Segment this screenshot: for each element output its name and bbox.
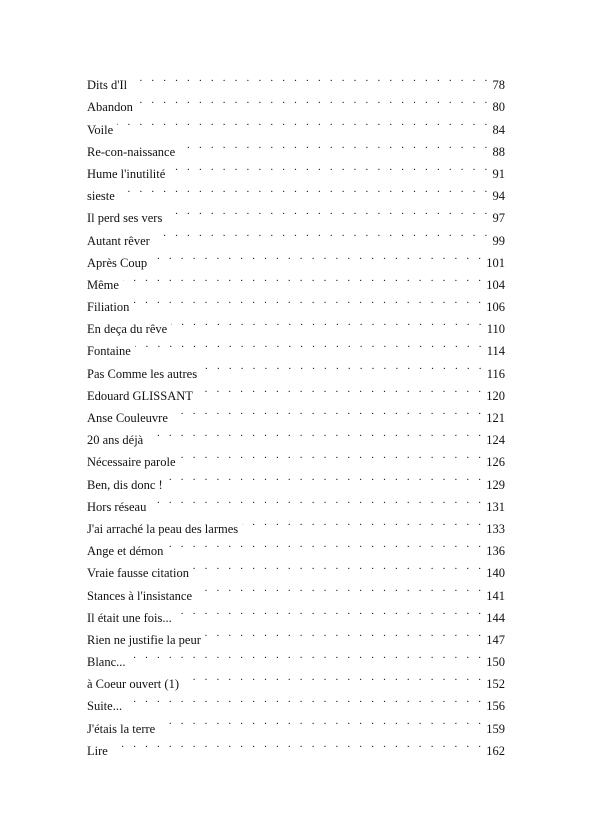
table-of-contents bbox=[87, 67, 505, 758]
toc-entry-page: 80 bbox=[492, 100, 505, 115]
toc-entry-page: 152 bbox=[486, 677, 505, 692]
dot-leader bbox=[126, 688, 484, 710]
toc-entry-page: 121 bbox=[486, 411, 505, 425]
dot-leader bbox=[150, 489, 484, 511]
dot-leader bbox=[166, 200, 490, 222]
toc-entry-title: Fontaine bbox=[87, 344, 131, 359]
toc-entry-page: 159 bbox=[486, 721, 505, 736]
toc-entry-page: 141 bbox=[486, 588, 505, 603]
toc-entry-page: 91 bbox=[492, 166, 505, 181]
toc-entry-page: 136 bbox=[486, 544, 505, 559]
toc-entry[interactable] bbox=[87, 111, 505, 137]
dot-leader bbox=[133, 289, 484, 311]
toc-entry-page: 94 bbox=[492, 189, 505, 204]
toc-entry-title: En deça du rêve bbox=[87, 322, 168, 337]
toc-entry-page: 116 bbox=[486, 366, 505, 381]
toc-entry-page: 120 bbox=[486, 388, 505, 403]
toc-entry[interactable] bbox=[87, 89, 505, 115]
toc-entry[interactable] bbox=[87, 733, 505, 758]
toc-entry-title: Edouard GLISSANT bbox=[87, 388, 193, 403]
toc-entry-title: Il perd ses vers bbox=[87, 211, 163, 226]
toc-entry-title: Abandon bbox=[87, 100, 133, 115]
toc-entry[interactable] bbox=[87, 688, 505, 714]
dot-leader bbox=[131, 67, 490, 89]
toc-entry-title: Rien ne justifie la peur bbox=[87, 632, 201, 647]
dot-leader bbox=[167, 533, 484, 555]
toc-entry-title: Suite... bbox=[87, 699, 123, 714]
toc-entry[interactable] bbox=[87, 489, 505, 514]
toc-entry-title: Hors réseau bbox=[87, 499, 147, 514]
dot-leader bbox=[135, 333, 485, 355]
dot-leader bbox=[172, 400, 484, 422]
toc-entry-title: sieste bbox=[87, 189, 115, 204]
dot-leader bbox=[180, 444, 485, 466]
dot-leader bbox=[169, 156, 490, 178]
toc-entry-page: 147 bbox=[486, 632, 505, 647]
toc-entry-page: 110 bbox=[486, 322, 505, 337]
toc-entry[interactable] bbox=[87, 311, 505, 337]
toc-entry-page: 150 bbox=[486, 655, 505, 670]
dot-leader bbox=[176, 600, 485, 622]
dot-leader bbox=[151, 245, 484, 267]
toc-entry-page: 114 bbox=[486, 344, 505, 359]
toc-entry-page: 99 bbox=[492, 233, 505, 248]
toc-entry-title: Il était une fois... bbox=[87, 610, 172, 625]
toc-entry[interactable] bbox=[87, 67, 505, 93]
dot-leader bbox=[137, 89, 491, 111]
toc-entry-page: 144 bbox=[486, 610, 505, 625]
toc-entry-title: 20 ans déjà bbox=[87, 433, 144, 448]
dot-leader bbox=[117, 111, 490, 133]
toc-entry[interactable] bbox=[87, 200, 505, 226]
toc-entry[interactable] bbox=[87, 444, 505, 470]
dot-leader bbox=[159, 710, 484, 732]
toc-entry-title: J'ai arraché la peau des larmes bbox=[87, 521, 239, 536]
toc-entry-page: 101 bbox=[486, 255, 505, 270]
dot-leader bbox=[197, 378, 484, 400]
toc-entry-page: 78 bbox=[492, 78, 505, 93]
toc-entry-title: Blanc... bbox=[87, 655, 126, 670]
toc-entry-page: 88 bbox=[492, 144, 505, 159]
toc-entry[interactable] bbox=[87, 333, 505, 359]
toc-entry-page: 97 bbox=[492, 211, 505, 226]
toc-entry-page: 106 bbox=[486, 300, 505, 315]
toc-entry-page: 84 bbox=[492, 122, 505, 137]
dot-leader bbox=[183, 666, 484, 688]
toc-entry-title: Pas Comme les autres bbox=[87, 366, 198, 381]
toc-entry-page: 131 bbox=[486, 499, 505, 514]
toc-entry-title: Filiation bbox=[87, 300, 130, 315]
toc-entry[interactable] bbox=[87, 422, 505, 448]
dot-leader bbox=[123, 267, 484, 289]
toc-entry[interactable] bbox=[87, 267, 505, 292]
dot-leader bbox=[112, 733, 484, 755]
dot-leader bbox=[179, 134, 490, 156]
dot-leader bbox=[193, 555, 484, 577]
toc-entry[interactable] bbox=[87, 644, 505, 670]
dot-leader bbox=[119, 178, 491, 200]
toc-entry-title: Même bbox=[87, 277, 119, 292]
dot-leader bbox=[171, 311, 485, 333]
toc-entry-title: Anse Couleuvre bbox=[87, 411, 168, 425]
toc-entry-title: à Coeur ouvert (1) bbox=[87, 677, 179, 692]
toc-entry-title: J'étais la terre bbox=[87, 721, 156, 736]
toc-entry-title: Dits d'Il bbox=[87, 78, 128, 93]
toc-entry-title: Après Coup bbox=[87, 255, 148, 270]
toc-entry[interactable] bbox=[87, 178, 505, 204]
toc-entry-title: Ben, dis donc ! bbox=[87, 477, 163, 492]
toc-entry-title: Ange et démon bbox=[87, 544, 164, 559]
toc-entry-page: 129 bbox=[486, 477, 505, 492]
toc-entry-page: 124 bbox=[486, 433, 505, 448]
dot-leader bbox=[201, 355, 485, 377]
toc-entry[interactable] bbox=[87, 289, 505, 315]
toc-entry-title: Hume l'inutilité bbox=[87, 166, 166, 181]
toc-entry-page: 156 bbox=[486, 699, 505, 714]
toc-entry-title: Vraie fausse citation bbox=[87, 566, 189, 581]
toc-entry-page: 126 bbox=[486, 455, 505, 470]
toc-entry-title: Autant rêver bbox=[87, 233, 150, 248]
dot-leader bbox=[167, 466, 485, 488]
dot-leader bbox=[130, 644, 485, 666]
toc-entry-title: Nécessaire parole bbox=[87, 455, 176, 470]
toc-entry[interactable] bbox=[87, 134, 505, 159]
toc-entry[interactable] bbox=[87, 355, 505, 381]
dot-leader bbox=[242, 511, 484, 533]
toc-entry[interactable] bbox=[87, 666, 505, 692]
toc-entry-title: Stances à l'insistance bbox=[87, 588, 192, 603]
toc-entry-title: Voile bbox=[87, 122, 114, 137]
dot-leader bbox=[196, 577, 484, 599]
toc-entry[interactable] bbox=[87, 710, 505, 736]
dot-leader bbox=[205, 622, 484, 644]
dot-leader bbox=[147, 422, 484, 444]
toc-entry-title: Re-con-naissance bbox=[87, 144, 176, 159]
toc-entry-page: 140 bbox=[486, 566, 505, 581]
dot-leader bbox=[154, 222, 491, 244]
toc-entry-page: 162 bbox=[486, 743, 505, 758]
toc-entry-page: 133 bbox=[486, 521, 505, 536]
toc-entry-title: Lire bbox=[87, 743, 108, 758]
toc-entry-page: 104 bbox=[486, 277, 505, 292]
